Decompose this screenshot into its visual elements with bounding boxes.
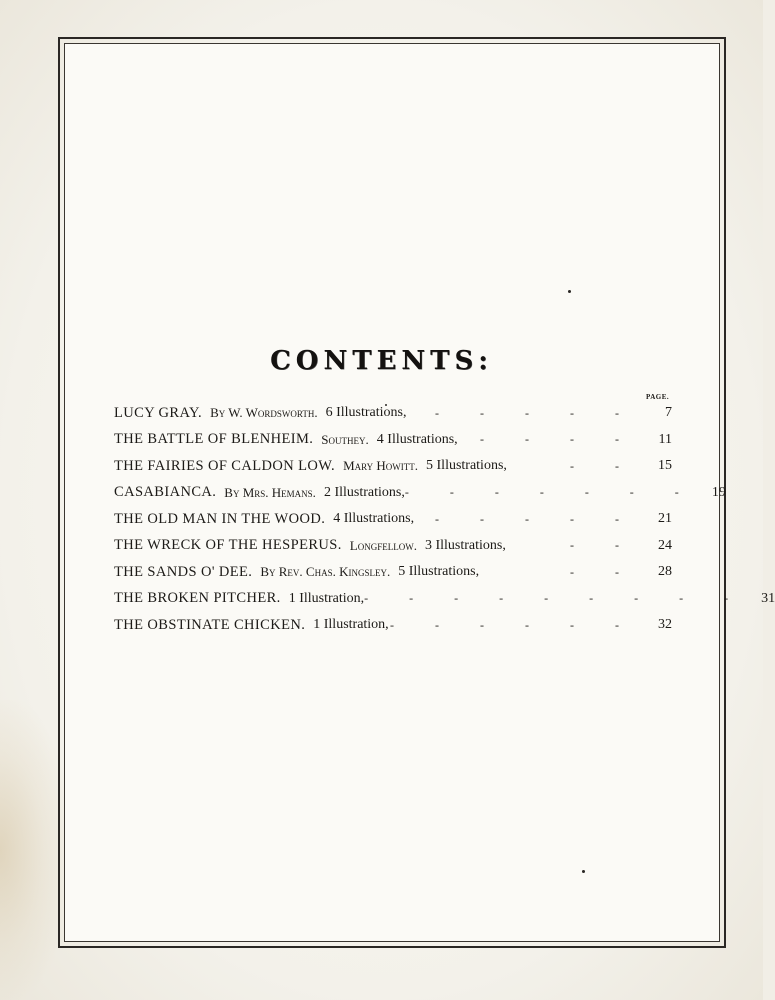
entry-illustrations: 6 Illustrations, <box>325 405 407 421</box>
entry-title: THE WRECK OF THE HESPERUS. <box>114 537 342 554</box>
entry-title: THE SANDS O' DEE. <box>114 563 253 580</box>
dot-leader: - - - - - <box>435 511 638 526</box>
entry-illustrations: 4 Illustrations, <box>376 431 458 447</box>
contents-entry <box>114 559 672 586</box>
dot-leader: - - - - - - <box>390 617 638 632</box>
entry-author: Mary Howitt. <box>343 458 419 474</box>
ink-speck <box>568 290 571 293</box>
entry-page-number: 21 <box>658 511 672 527</box>
dot-leader: - - <box>570 458 638 473</box>
dot-leader: - - - - - <box>435 405 638 420</box>
entry-title: CASABIANCA. <box>114 484 217 501</box>
entry-page-number: 32 <box>658 617 672 633</box>
entry-author: By Rev. Chas. Kingsley. <box>260 564 391 580</box>
entry-title: THE OLD MAN IN THE WOOD. <box>114 510 326 527</box>
entry-title: THE BROKEN PITCHER. <box>114 590 281 607</box>
entry-author: By W. Wordsworth. <box>210 405 318 421</box>
contents-entry <box>114 506 672 533</box>
contents-list <box>114 400 775 639</box>
entry-page-number: 15 <box>658 458 672 474</box>
entry-page-number: 24 <box>658 537 672 553</box>
entry-illustrations: 5 Illustrations, <box>426 458 507 474</box>
entry-page-number: 28 <box>658 564 672 580</box>
entry-title: THE FAIRIES OF CALDON LOW. <box>114 457 336 474</box>
entry-page-number: 11 <box>658 431 672 447</box>
contents-entry <box>114 427 672 454</box>
dot-leader: - - - - <box>480 432 638 447</box>
entry-illustrations: 1 Illustration, <box>313 617 389 633</box>
dot-leader: - - - - - - - - - <box>364 591 748 606</box>
entry-page-number: 7 <box>665 405 672 421</box>
dot-leader: - - <box>570 538 638 553</box>
entry-illustrations: 5 Illustrations, <box>398 564 480 580</box>
contents-entry <box>114 453 672 480</box>
entry-illustrations: 1 Illustration, <box>288 590 365 606</box>
entry-author: Longfellow. <box>349 537 417 553</box>
contents-entry <box>114 400 672 427</box>
dot-leader: - - <box>570 564 638 579</box>
ink-speck <box>582 870 585 873</box>
contents-heading: CONTENTS: <box>270 346 493 376</box>
entry-title: LUCY GRAY. <box>114 404 203 421</box>
entry-page-number: 31 <box>761 590 775 606</box>
contents-entry <box>114 612 672 639</box>
page-column-label: PAGE. <box>646 393 670 401</box>
contents-entry <box>114 480 726 507</box>
entry-title: THE BATTLE OF BLENHEIM. <box>114 431 314 448</box>
entry-author: By Mrs. Hemans. <box>224 484 316 500</box>
entry-illustrations: 3 Illustrations, <box>424 537 506 553</box>
entry-page-number: 19 <box>711 484 726 500</box>
entry-illustrations: 2 Illustrations, <box>323 484 405 500</box>
contents-entry <box>114 533 672 560</box>
contents-entry <box>114 586 775 613</box>
entry-illustrations: 4 Illustrations, <box>333 511 415 527</box>
entry-author: Southey. <box>321 431 369 447</box>
entry-title: THE OBSTINATE CHICKEN. <box>114 616 306 633</box>
dot-leader: - - - - - - - <box>404 485 698 500</box>
